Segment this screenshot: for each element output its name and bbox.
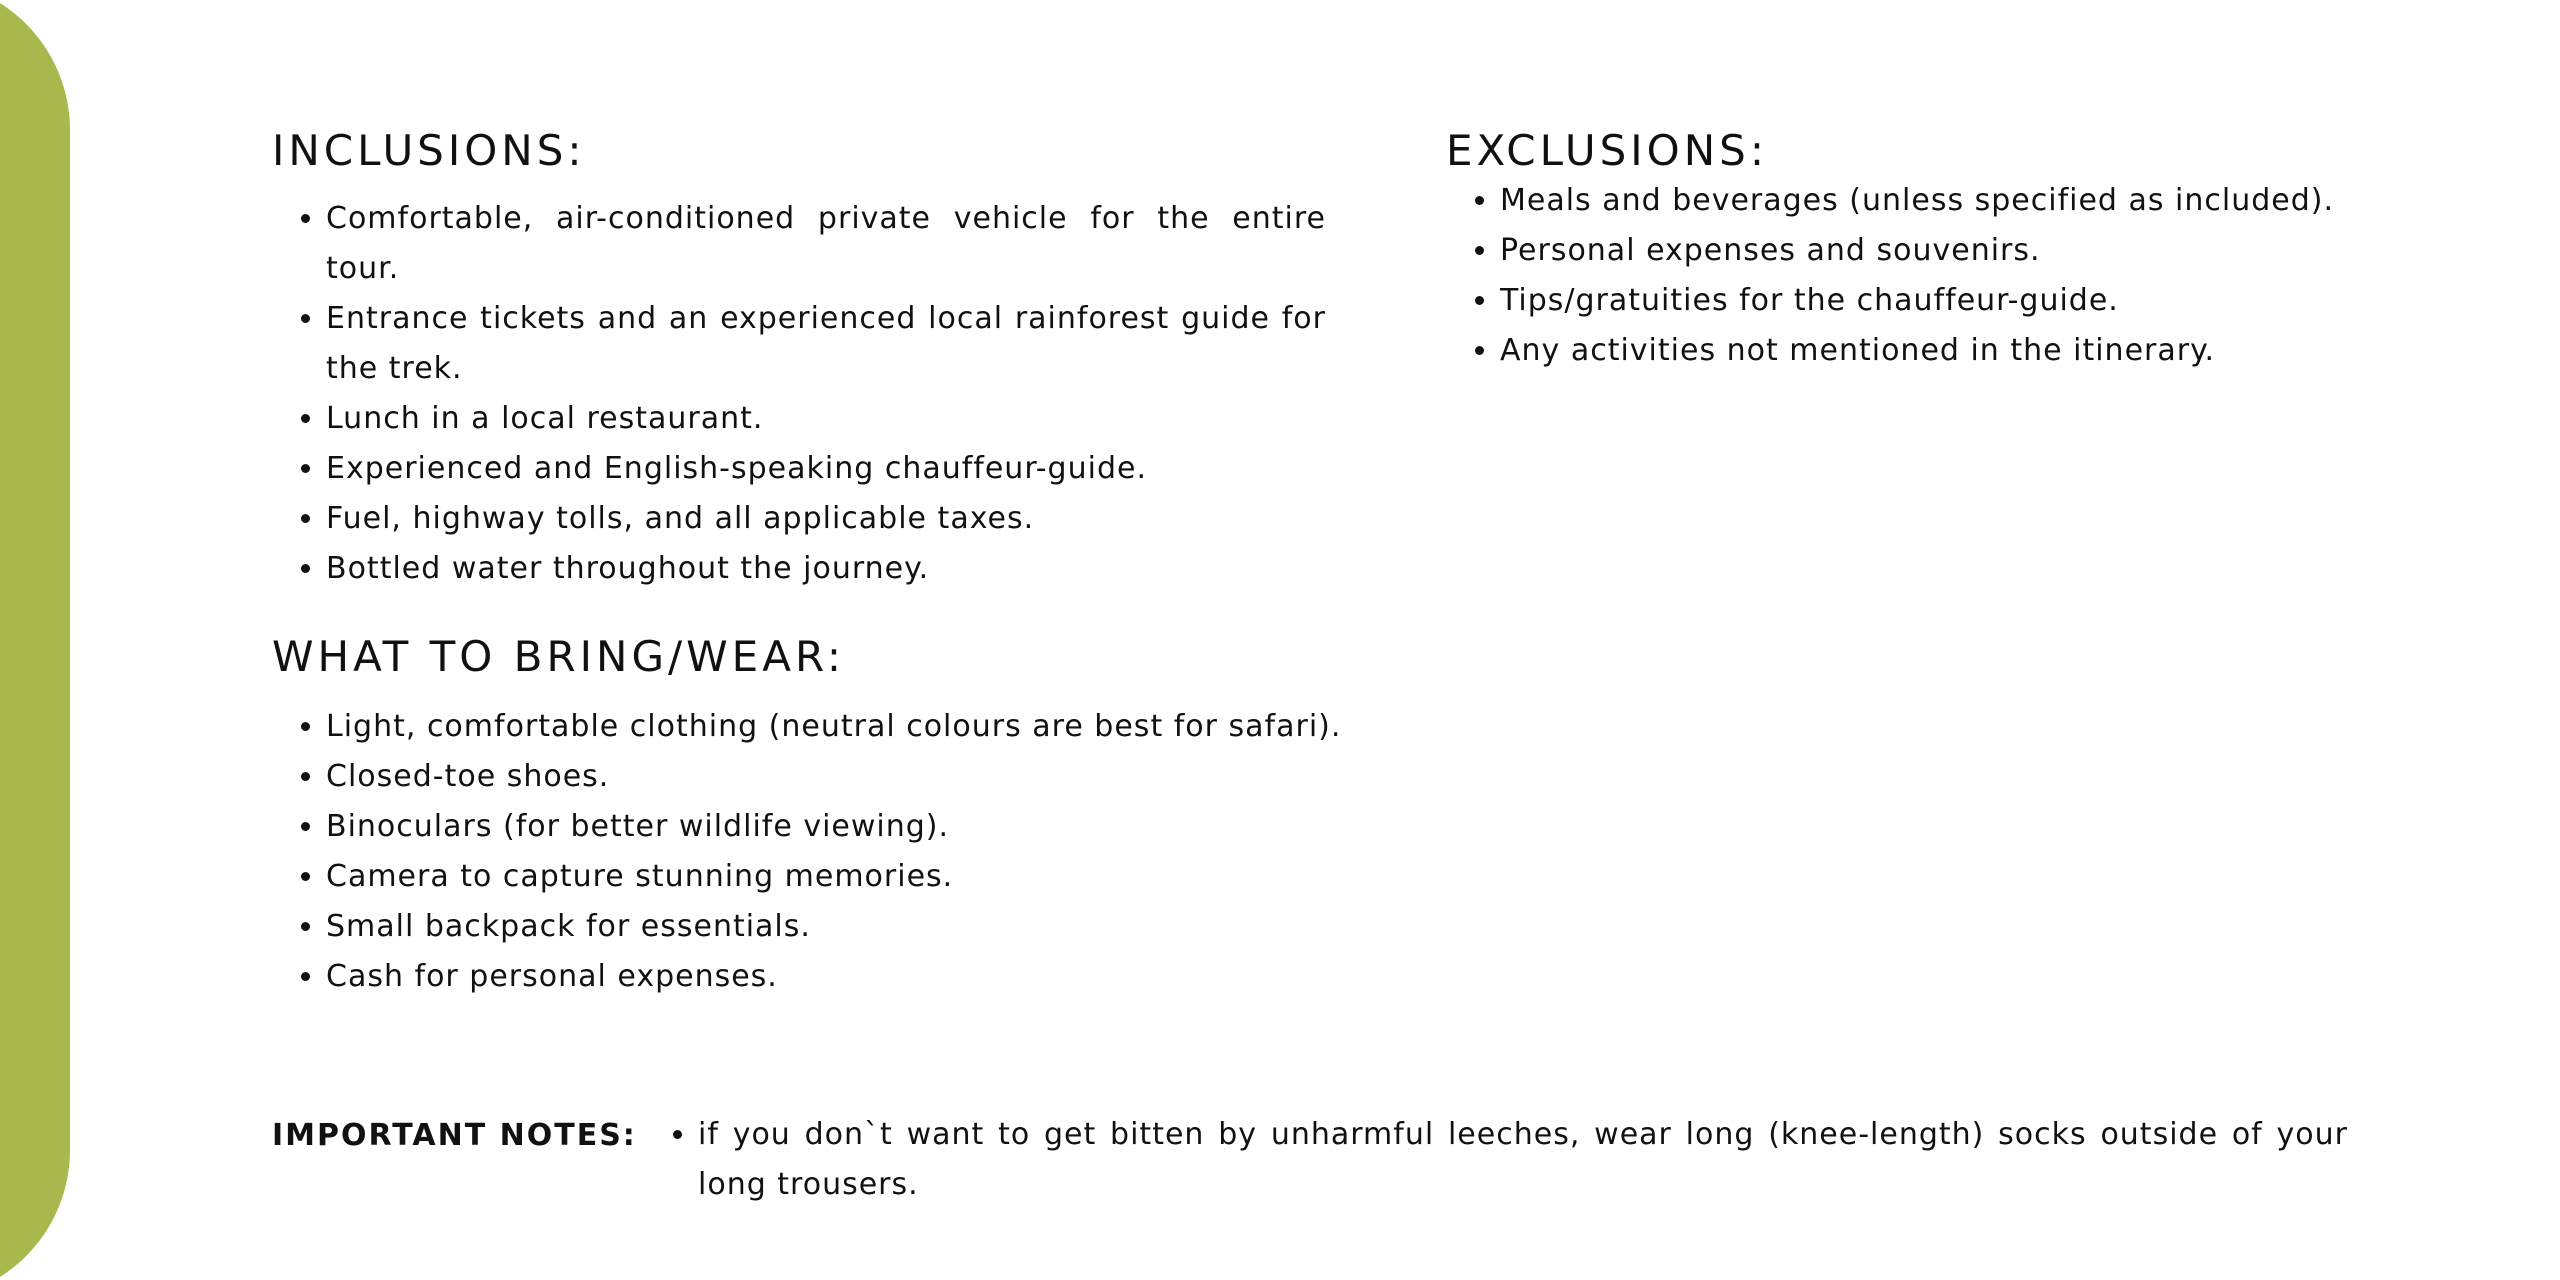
list-item: • Comfortable, air-conditioned private vehicle for the entire tour.	[326, 194, 1326, 294]
list-item: • if you don`t want to get bitten by unharmful leeches, wear long (knee-length) socks outside of your long trousers.	[698, 1110, 2348, 1210]
exclusions-heading: EXCLUSIONS:	[1446, 126, 1768, 175]
accent-side-bar	[0, 0, 70, 1280]
list-item: • Entrance tickets and an experienced local rainforest guide for the trek.	[326, 294, 1326, 394]
what-to-bring-list	[272, 702, 1472, 1002]
list-item: • Any activities not mentioned in the itinerary.	[1500, 326, 2446, 376]
list-item: • Cash for personal expenses.	[326, 952, 1472, 1002]
what-to-bring-section	[272, 632, 1472, 1002]
list-item: • Camera to capture stunning memories.	[326, 852, 1472, 902]
exclusions-section	[1446, 126, 2446, 376]
list-item: • Fuel, highway tolls, and all applicable taxes.	[326, 494, 1326, 544]
list-item: • Bottled water throughout the journey.	[326, 544, 1326, 594]
list-item: • Personal expenses and souvenirs.	[1500, 226, 2446, 276]
list-item: • Tips/gratuities for the chauffeur-guide.	[1500, 276, 2446, 326]
important-notes-label: IMPORTANT NOTES:	[272, 1118, 637, 1153]
list-item: • Experienced and English-speaking chauffeur-guide.	[326, 444, 1326, 494]
list-item: • Binoculars (for better wildlife viewing).	[326, 802, 1472, 852]
important-notes-list	[672, 1110, 2348, 1210]
inclusions-list	[272, 194, 1326, 594]
what-to-bring-heading: WHAT TO BRING/WEAR:	[272, 632, 845, 681]
list-item: • Meals and beverages (unless specified as included).	[1500, 176, 2446, 226]
list-item: • Light, comfortable clothing (neutral colours are best for safari).	[326, 702, 1472, 752]
exclusions-list	[1446, 176, 2446, 376]
list-item: • Closed-toe shoes.	[326, 752, 1472, 802]
list-item: • Lunch in a local restaurant.	[326, 394, 1326, 444]
inclusions-section	[272, 126, 1326, 594]
inclusions-heading: INCLUSIONS:	[272, 126, 586, 175]
list-item: • Small backpack for essentials.	[326, 902, 1472, 952]
